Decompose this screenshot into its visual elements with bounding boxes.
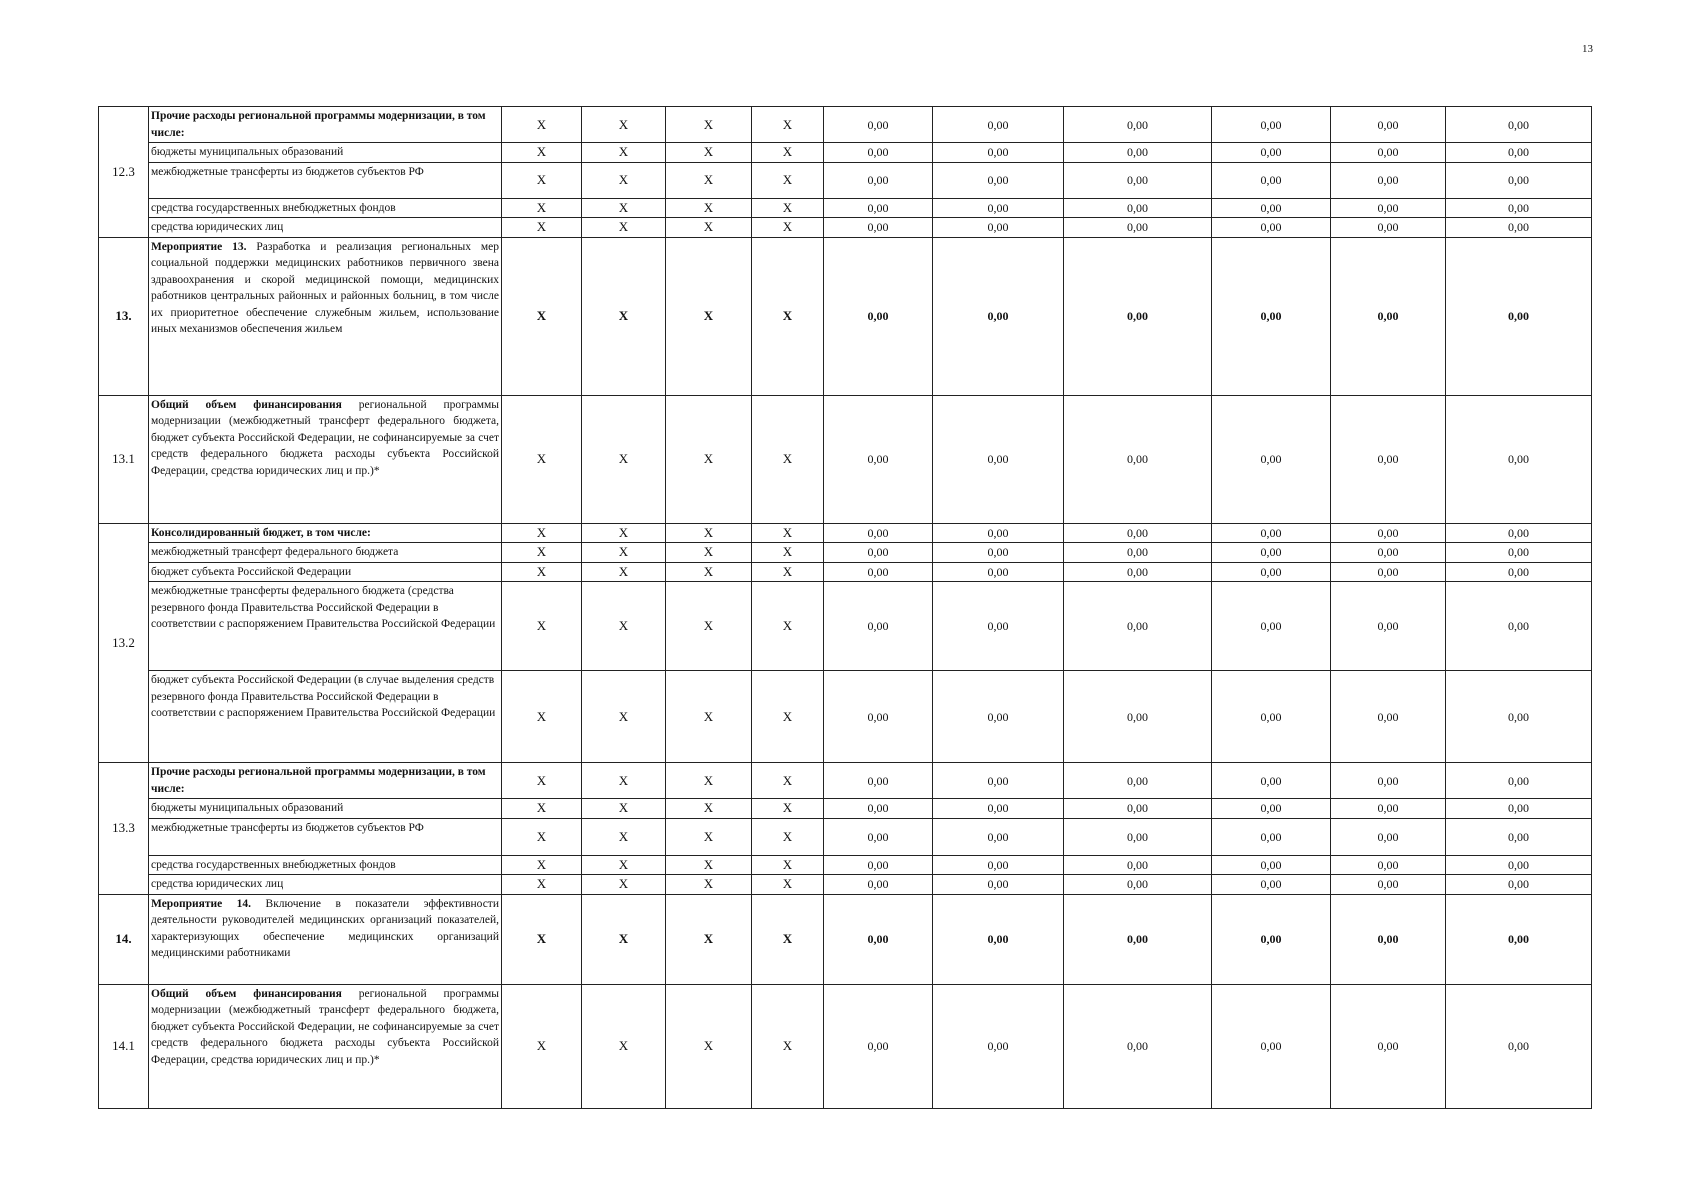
value-cell: 0,00 (933, 543, 1064, 563)
table-row (99, 671, 1592, 763)
row-number-cell: 13. (99, 237, 149, 395)
value-cell: 0,00 (1331, 395, 1446, 523)
description-text: Разработка и реализация региональных мер социальной поддержки медицинских работников первичного звена здравоохранения и скорой медицинской помощи, медицинских работников центральных районных и районных больниц, в том числе их приоритетное обеспечение служебным жильем, использование иных механизмов обеспечения жильем (151, 240, 500, 335)
description-cell (149, 543, 502, 563)
x-cell: X (752, 237, 824, 395)
value-cell: 0,00 (1212, 395, 1331, 523)
x-cell: X (666, 562, 752, 582)
x-cell: X (502, 855, 582, 875)
value-cell: 0,00 (1331, 855, 1446, 875)
value-cell: 0,00 (1446, 543, 1592, 563)
value-cell: 0,00 (1064, 198, 1212, 218)
description-bold: Прочие расходы региональной программы модернизации, в том числе: (151, 766, 486, 795)
value-cell: 0,00 (933, 799, 1064, 819)
x-cell: X (666, 799, 752, 819)
value-cell: 0,00 (1446, 198, 1592, 218)
value-cell: 0,00 (824, 671, 933, 763)
x-cell: X (752, 143, 824, 163)
value-cell: 0,00 (824, 984, 933, 1108)
description-cell (149, 875, 502, 895)
table-row (99, 582, 1592, 671)
value-cell: 0,00 (1064, 162, 1212, 198)
value-cell: 0,00 (1064, 855, 1212, 875)
x-cell: X (502, 143, 582, 163)
value-cell: 0,00 (1331, 984, 1446, 1108)
x-cell: X (582, 763, 666, 799)
value-cell: 0,00 (1331, 237, 1446, 395)
value-cell: 0,00 (933, 671, 1064, 763)
x-cell: X (752, 543, 824, 563)
x-cell: X (752, 818, 824, 855)
value-cell: 0,00 (1446, 162, 1592, 198)
value-cell: 0,00 (824, 875, 933, 895)
x-cell: X (752, 763, 824, 799)
description-cell (149, 671, 502, 763)
description-text: средства государственных внебюджетных фондов (151, 201, 396, 214)
value-cell: 0,00 (1446, 562, 1592, 582)
table-row (99, 799, 1592, 819)
x-cell: X (666, 198, 752, 218)
value-cell: 0,00 (1331, 562, 1446, 582)
value-cell: 0,00 (1212, 143, 1331, 163)
description-cell (149, 162, 502, 198)
x-cell: X (666, 894, 752, 984)
description-text: бюджеты муниципальных образований (151, 146, 344, 158)
x-cell: X (666, 763, 752, 799)
x-cell: X (502, 198, 582, 218)
x-cell: X (582, 237, 666, 395)
description-text: Включение в показатели эффективности деятельности руководителей медицинских организаций показателей, характеризующих обеспечение медицинских организаций медицинскими работниками (151, 897, 499, 959)
x-cell: X (582, 984, 666, 1108)
value-cell: 0,00 (1446, 818, 1592, 855)
x-cell: X (582, 523, 666, 543)
x-cell: X (502, 395, 582, 523)
value-cell: 0,00 (933, 562, 1064, 582)
value-cell: 0,00 (1212, 763, 1331, 799)
table-row (99, 218, 1592, 238)
row-number-cell: 12.3 (99, 107, 149, 238)
description-text: межбюджетный трансферт федерального бюджета (151, 546, 399, 558)
value-cell: 0,00 (824, 162, 933, 198)
x-cell: X (582, 818, 666, 855)
value-cell: 0,00 (824, 543, 933, 563)
x-cell: X (582, 395, 666, 523)
description-bold: Мероприятие 14. (151, 897, 252, 910)
value-cell: 0,00 (933, 523, 1064, 543)
x-cell: X (666, 218, 752, 238)
value-cell: 0,00 (1064, 562, 1212, 582)
description-text: бюджет субъекта Российской Федерации (в случае выделения средств резервного фонда Правительства Российской Федерации в соответствии с распоряжением Правительства Российской Федерации (151, 674, 496, 719)
value-cell: 0,00 (1064, 237, 1212, 395)
page-number: 13 (1582, 43, 1593, 55)
x-cell: X (666, 107, 752, 143)
table-row (99, 198, 1592, 218)
value-cell: 0,00 (1446, 143, 1592, 163)
x-cell: X (752, 107, 824, 143)
table-row (99, 107, 1592, 143)
value-cell: 0,00 (1331, 799, 1446, 819)
value-cell: 0,00 (1212, 582, 1331, 671)
value-cell: 0,00 (824, 799, 933, 819)
value-cell: 0,00 (1064, 894, 1212, 984)
value-cell: 0,00 (824, 894, 933, 984)
value-cell: 0,00 (933, 855, 1064, 875)
table-row (99, 143, 1592, 163)
value-cell: 0,00 (1212, 875, 1331, 895)
x-cell: X (502, 162, 582, 198)
table-row (99, 984, 1592, 1108)
table-row (99, 562, 1592, 582)
x-cell: X (752, 198, 824, 218)
description-text: средства юридических лиц (151, 878, 284, 890)
value-cell: 0,00 (1064, 984, 1212, 1108)
value-cell: 0,00 (824, 818, 933, 855)
value-cell: 0,00 (824, 395, 933, 523)
description-cell (149, 523, 502, 543)
value-cell: 0,00 (824, 562, 933, 582)
description-cell (149, 395, 502, 523)
table-row (99, 818, 1592, 855)
x-cell: X (582, 875, 666, 895)
value-cell: 0,00 (1446, 582, 1592, 671)
x-cell: X (752, 875, 824, 895)
value-cell: 0,00 (824, 582, 933, 671)
description-cell (149, 582, 502, 671)
row-number-cell: 13.3 (99, 763, 149, 895)
description-text: средства юридических лиц (151, 221, 284, 233)
x-cell: X (582, 562, 666, 582)
table-row (99, 763, 1592, 799)
x-cell: X (752, 523, 824, 543)
value-cell: 0,00 (1212, 543, 1331, 563)
x-cell: X (666, 671, 752, 763)
x-cell: X (502, 582, 582, 671)
value-cell: 0,00 (1212, 818, 1331, 855)
description-bold: Мероприятие 13. (151, 240, 247, 253)
value-cell: 0,00 (933, 395, 1064, 523)
x-cell: X (582, 107, 666, 143)
value-cell: 0,00 (1212, 198, 1331, 218)
value-cell: 0,00 (1446, 523, 1592, 543)
value-cell: 0,00 (1064, 582, 1212, 671)
value-cell: 0,00 (1212, 107, 1331, 143)
value-cell: 0,00 (1212, 237, 1331, 395)
x-cell: X (666, 237, 752, 395)
x-cell: X (666, 582, 752, 671)
value-cell: 0,00 (1064, 395, 1212, 523)
x-cell: X (582, 143, 666, 163)
value-cell: 0,00 (1446, 395, 1592, 523)
x-cell: X (752, 395, 824, 523)
value-cell: 0,00 (1446, 875, 1592, 895)
x-cell: X (502, 218, 582, 238)
x-cell: X (582, 799, 666, 819)
x-cell: X (752, 582, 824, 671)
value-cell: 0,00 (1064, 799, 1212, 819)
value-cell: 0,00 (1331, 671, 1446, 763)
value-cell: 0,00 (933, 107, 1064, 143)
x-cell: X (582, 162, 666, 198)
x-cell: X (752, 855, 824, 875)
value-cell: 0,00 (933, 894, 1064, 984)
x-cell: X (666, 543, 752, 563)
value-cell: 0,00 (824, 198, 933, 218)
value-cell: 0,00 (1064, 543, 1212, 563)
value-cell: 0,00 (933, 818, 1064, 855)
value-cell: 0,00 (1446, 107, 1592, 143)
x-cell: X (752, 799, 824, 819)
value-cell: 0,00 (1331, 218, 1446, 238)
value-cell: 0,00 (1446, 671, 1592, 763)
value-cell: 0,00 (1331, 543, 1446, 563)
value-cell: 0,00 (933, 237, 1064, 395)
description-cell (149, 799, 502, 819)
value-cell: 0,00 (824, 218, 933, 238)
description-cell (149, 894, 502, 984)
x-cell: X (502, 107, 582, 143)
value-cell: 0,00 (1212, 562, 1331, 582)
description-cell (149, 984, 502, 1108)
table-row (99, 395, 1592, 523)
description-cell (149, 218, 502, 238)
value-cell: 0,00 (933, 218, 1064, 238)
value-cell: 0,00 (1446, 218, 1592, 238)
value-cell: 0,00 (824, 237, 933, 395)
value-cell: 0,00 (1331, 763, 1446, 799)
x-cell: X (666, 523, 752, 543)
description-cell (149, 237, 502, 395)
description-cell (149, 107, 502, 143)
value-cell: 0,00 (1331, 875, 1446, 895)
value-cell: 0,00 (1212, 894, 1331, 984)
value-cell: 0,00 (933, 984, 1064, 1108)
x-cell: X (502, 818, 582, 855)
row-number-cell: 13.2 (99, 523, 149, 763)
x-cell: X (666, 162, 752, 198)
x-cell: X (582, 671, 666, 763)
table-row (99, 523, 1592, 543)
value-cell: 0,00 (1331, 582, 1446, 671)
description-bold: Консолидированный бюджет, в том числе: (151, 526, 371, 539)
x-cell: X (752, 162, 824, 198)
x-cell: X (582, 894, 666, 984)
value-cell: 0,00 (1064, 143, 1212, 163)
value-cell: 0,00 (824, 143, 933, 163)
x-cell: X (502, 799, 582, 819)
value-cell: 0,00 (1064, 107, 1212, 143)
value-cell: 0,00 (824, 855, 933, 875)
description-cell (149, 562, 502, 582)
x-cell: X (666, 143, 752, 163)
value-cell: 0,00 (1064, 671, 1212, 763)
value-cell: 0,00 (824, 107, 933, 143)
table-row (99, 543, 1592, 563)
value-cell: 0,00 (1212, 218, 1331, 238)
row-number-cell: 13.1 (99, 395, 149, 523)
table-row (99, 162, 1592, 198)
x-cell: X (666, 395, 752, 523)
financing-table (98, 106, 1592, 1109)
x-cell: X (752, 562, 824, 582)
value-cell: 0,00 (1331, 143, 1446, 163)
value-cell: 0,00 (824, 523, 933, 543)
value-cell: 0,00 (1331, 162, 1446, 198)
value-cell: 0,00 (933, 875, 1064, 895)
description-cell (149, 855, 502, 875)
x-cell: X (752, 984, 824, 1108)
x-cell: X (582, 218, 666, 238)
value-cell: 0,00 (1212, 855, 1331, 875)
description-cell (149, 763, 502, 799)
value-cell: 0,00 (1064, 523, 1212, 543)
x-cell: X (752, 218, 824, 238)
x-cell: X (666, 818, 752, 855)
table-row (99, 894, 1592, 984)
value-cell: 0,00 (933, 198, 1064, 218)
value-cell: 0,00 (1212, 162, 1331, 198)
value-cell: 0,00 (1446, 763, 1592, 799)
description-bold: Прочие расходы региональной программы модернизации, в том числе: (151, 110, 486, 139)
x-cell: X (666, 855, 752, 875)
table-row (99, 855, 1592, 875)
description-text: бюджет субъекта Российской Федерации (151, 565, 352, 578)
x-cell: X (502, 237, 582, 395)
description-cell (149, 818, 502, 855)
x-cell: X (582, 855, 666, 875)
x-cell: X (502, 763, 582, 799)
x-cell: X (582, 198, 666, 218)
description-bold: Общий объем финансирования (151, 398, 342, 411)
description-text: средства государственных внебюджетных фондов (151, 858, 396, 871)
x-cell: X (502, 671, 582, 763)
value-cell: 0,00 (1212, 799, 1331, 819)
x-cell: X (752, 894, 824, 984)
x-cell: X (582, 543, 666, 563)
value-cell: 0,00 (1064, 875, 1212, 895)
value-cell: 0,00 (1212, 523, 1331, 543)
x-cell: X (666, 875, 752, 895)
value-cell: 0,00 (1064, 818, 1212, 855)
x-cell: X (582, 582, 666, 671)
row-number-cell: 14.1 (99, 984, 149, 1108)
x-cell: X (502, 875, 582, 895)
description-text: региональной программы модернизации (межбюджетный трансферт федерального бюджета, бюджет субъекта Российской Федерации, не софинансируемые за счет средств федерального бюджета расходы субъекта Российской Федерации, средства юридических лиц и пр.)* (151, 398, 500, 477)
table-row (99, 237, 1592, 395)
value-cell: 0,00 (933, 763, 1064, 799)
value-cell: 0,00 (1446, 894, 1592, 984)
description-text: межбюджетные трансферты из бюджетов субъектов РФ (151, 165, 424, 178)
value-cell: 0,00 (1331, 894, 1446, 984)
row-number-cell: 14. (99, 894, 149, 984)
description-text: региональной программы модернизации (межбюджетный трансферт федерального бюджета, бюджет субъекта Российской Федерации, не софинансируемые за счет средств федерального бюджета расходы субъекта Российской Федерации, средства юридических лиц и пр.)* (151, 987, 500, 1066)
value-cell: 0,00 (1446, 799, 1592, 819)
x-cell: X (502, 543, 582, 563)
x-cell: X (502, 984, 582, 1108)
value-cell: 0,00 (1331, 818, 1446, 855)
value-cell: 0,00 (1331, 198, 1446, 218)
value-cell: 0,00 (1064, 218, 1212, 238)
value-cell: 0,00 (933, 582, 1064, 671)
value-cell: 0,00 (1446, 984, 1592, 1108)
value-cell: 0,00 (1446, 237, 1592, 395)
value-cell: 0,00 (1064, 763, 1212, 799)
description-cell (149, 198, 502, 218)
value-cell: 0,00 (1331, 107, 1446, 143)
value-cell: 0,00 (933, 162, 1064, 198)
value-cell: 0,00 (824, 763, 933, 799)
description-cell (149, 143, 502, 163)
x-cell: X (502, 562, 582, 582)
value-cell: 0,00 (933, 143, 1064, 163)
table-row (99, 875, 1592, 895)
description-text: межбюджетные трансферты из бюджетов субъектов РФ (151, 821, 424, 834)
description-text: бюджеты муниципальных образований (151, 802, 344, 814)
value-cell: 0,00 (1212, 984, 1331, 1108)
value-cell: 0,00 (1446, 855, 1592, 875)
description-text: межбюджетные трансферты федерального бюджета (средства резервного фонда Правительства Российской Федерации в соответствии с распоряжением Правительства Российской Федерации (151, 585, 496, 630)
x-cell: X (502, 523, 582, 543)
x-cell: X (666, 984, 752, 1108)
x-cell: X (752, 671, 824, 763)
value-cell: 0,00 (1212, 671, 1331, 763)
description-bold: Общий объем финансирования (151, 987, 342, 1000)
x-cell: X (502, 894, 582, 984)
value-cell: 0,00 (1331, 523, 1446, 543)
